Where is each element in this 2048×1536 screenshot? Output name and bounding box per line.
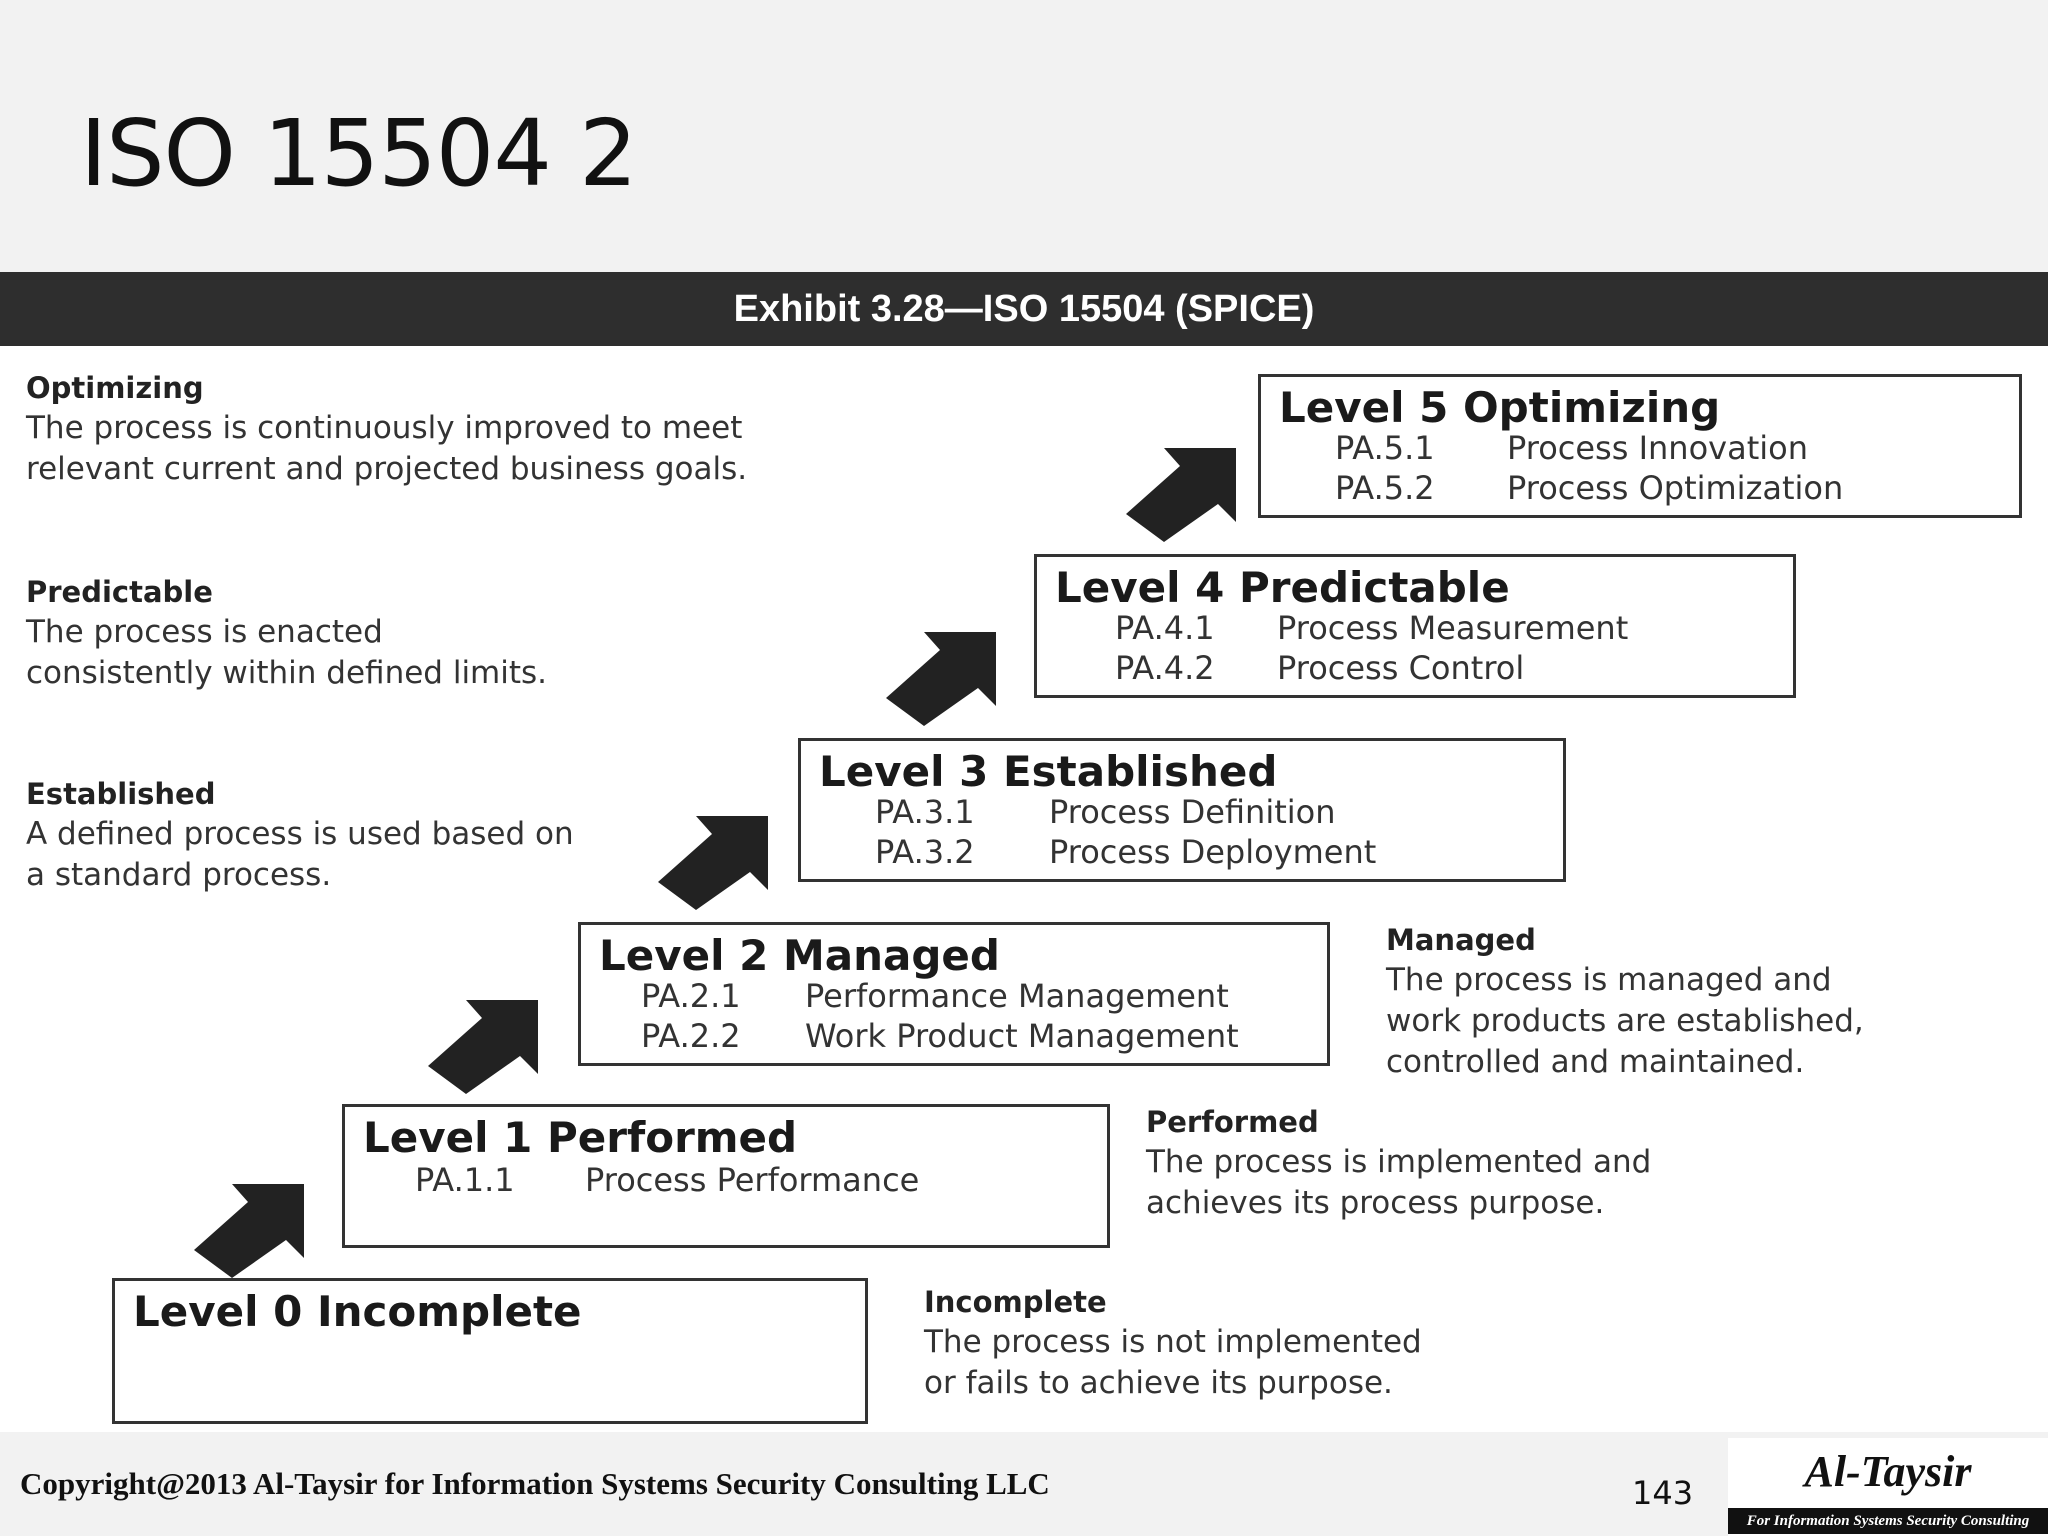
level-title: Level 5 Optimizing xyxy=(1279,383,1721,432)
pa-name: Process Measurement xyxy=(1277,609,1629,647)
logo-name: Al-Taysir xyxy=(1804,1447,1972,1496)
desc-title: Predictable xyxy=(26,575,213,609)
pa-code: PA.3.2 xyxy=(875,833,975,871)
pa-code: PA.1.1 xyxy=(415,1161,515,1199)
level-title: Level 1 Performed xyxy=(363,1113,798,1162)
pa-name: Performance Management xyxy=(805,977,1229,1015)
desc-title: Incomplete xyxy=(924,1285,1107,1319)
desc-line: controlled and maintained. xyxy=(1386,1044,1805,1080)
desc-line: work products are established, xyxy=(1386,1003,1864,1039)
level-title: Level 4 Predictable xyxy=(1055,563,1510,612)
arrow-up-right-icon xyxy=(192,1178,312,1278)
desc-performed xyxy=(1146,1102,1651,1224)
level-5-box xyxy=(1258,374,2022,518)
desc-line: achieves its process purpose. xyxy=(1146,1185,1605,1221)
logo-tagline: For Information Systems Security Consulting xyxy=(1728,1508,2048,1534)
exhibit-figure xyxy=(0,272,2048,1432)
level-title: Level 0 Incomplete xyxy=(133,1287,582,1336)
pa-name: Work Product Management xyxy=(805,1017,1239,1055)
pa-name: Process Control xyxy=(1277,649,1525,687)
level-4-box xyxy=(1034,554,1796,698)
pa-code: PA.3.1 xyxy=(875,793,975,831)
level-title: Level 2 Managed xyxy=(599,931,1000,980)
pa-name: Process Deployment xyxy=(1049,833,1377,871)
desc-line: The process is managed and xyxy=(1386,962,1832,998)
pa-name: Process Definition xyxy=(1049,793,1336,831)
arrow-up-right-icon xyxy=(656,810,776,910)
pa-code: PA.2.1 xyxy=(641,977,741,1015)
desc-line: The process is not implemented xyxy=(924,1324,1422,1360)
desc-established xyxy=(26,774,574,896)
desc-optimizing xyxy=(26,368,747,490)
desc-line: consistently within defined limits. xyxy=(26,655,548,691)
desc-title: Established xyxy=(26,777,216,811)
desc-incomplete xyxy=(924,1282,1422,1404)
copyright-text: Copyright@2013 Al-Taysir for Information Systems Security Consulting LLC xyxy=(20,1466,1050,1501)
desc-line: or fails to achieve its purpose. xyxy=(924,1365,1393,1401)
pa-name: Process Optimization xyxy=(1507,469,1844,507)
pa-code: PA.4.2 xyxy=(1115,649,1215,687)
desc-line: The process is continuously improved to meet xyxy=(26,410,743,446)
arrow-up-right-icon xyxy=(426,994,546,1094)
desc-title: Optimizing xyxy=(26,371,204,405)
pa-code: PA.2.2 xyxy=(641,1017,741,1055)
level-1-box xyxy=(342,1104,1110,1248)
slide-footer xyxy=(0,1432,2048,1536)
level-title: Level 3 Established xyxy=(819,747,1278,796)
arrow-up-right-icon xyxy=(884,626,1004,726)
pa-code: PA.4.1 xyxy=(1115,609,1215,647)
level-2-box xyxy=(578,922,1330,1066)
company-logo xyxy=(1728,1438,2048,1536)
desc-title: Performed xyxy=(1146,1105,1319,1139)
desc-line: The process is enacted xyxy=(26,614,383,650)
page-number: 143 xyxy=(1632,1474,1694,1512)
desc-managed xyxy=(1386,920,1864,1083)
pa-code: PA.5.2 xyxy=(1335,469,1435,507)
pa-code: PA.5.1 xyxy=(1335,429,1435,467)
pa-name: Process Innovation xyxy=(1507,429,1808,467)
desc-line: The process is implemented and xyxy=(1146,1144,1652,1180)
desc-line: a standard process. xyxy=(26,857,332,893)
desc-title: Managed xyxy=(1386,923,1536,957)
level-0-box xyxy=(112,1278,868,1424)
desc-line: A defined process is used based on xyxy=(26,816,574,852)
pa-name: Process Performance xyxy=(585,1161,920,1199)
desc-predictable xyxy=(26,572,547,694)
arrow-up-right-icon xyxy=(1124,442,1244,542)
exhibit-header: Exhibit 3.28—ISO 15504 (SPICE) xyxy=(0,272,2048,346)
level-3-box xyxy=(798,738,1566,882)
desc-line: relevant current and projected business goals. xyxy=(26,451,748,487)
slide-title: ISO 15504 2 xyxy=(80,100,637,207)
